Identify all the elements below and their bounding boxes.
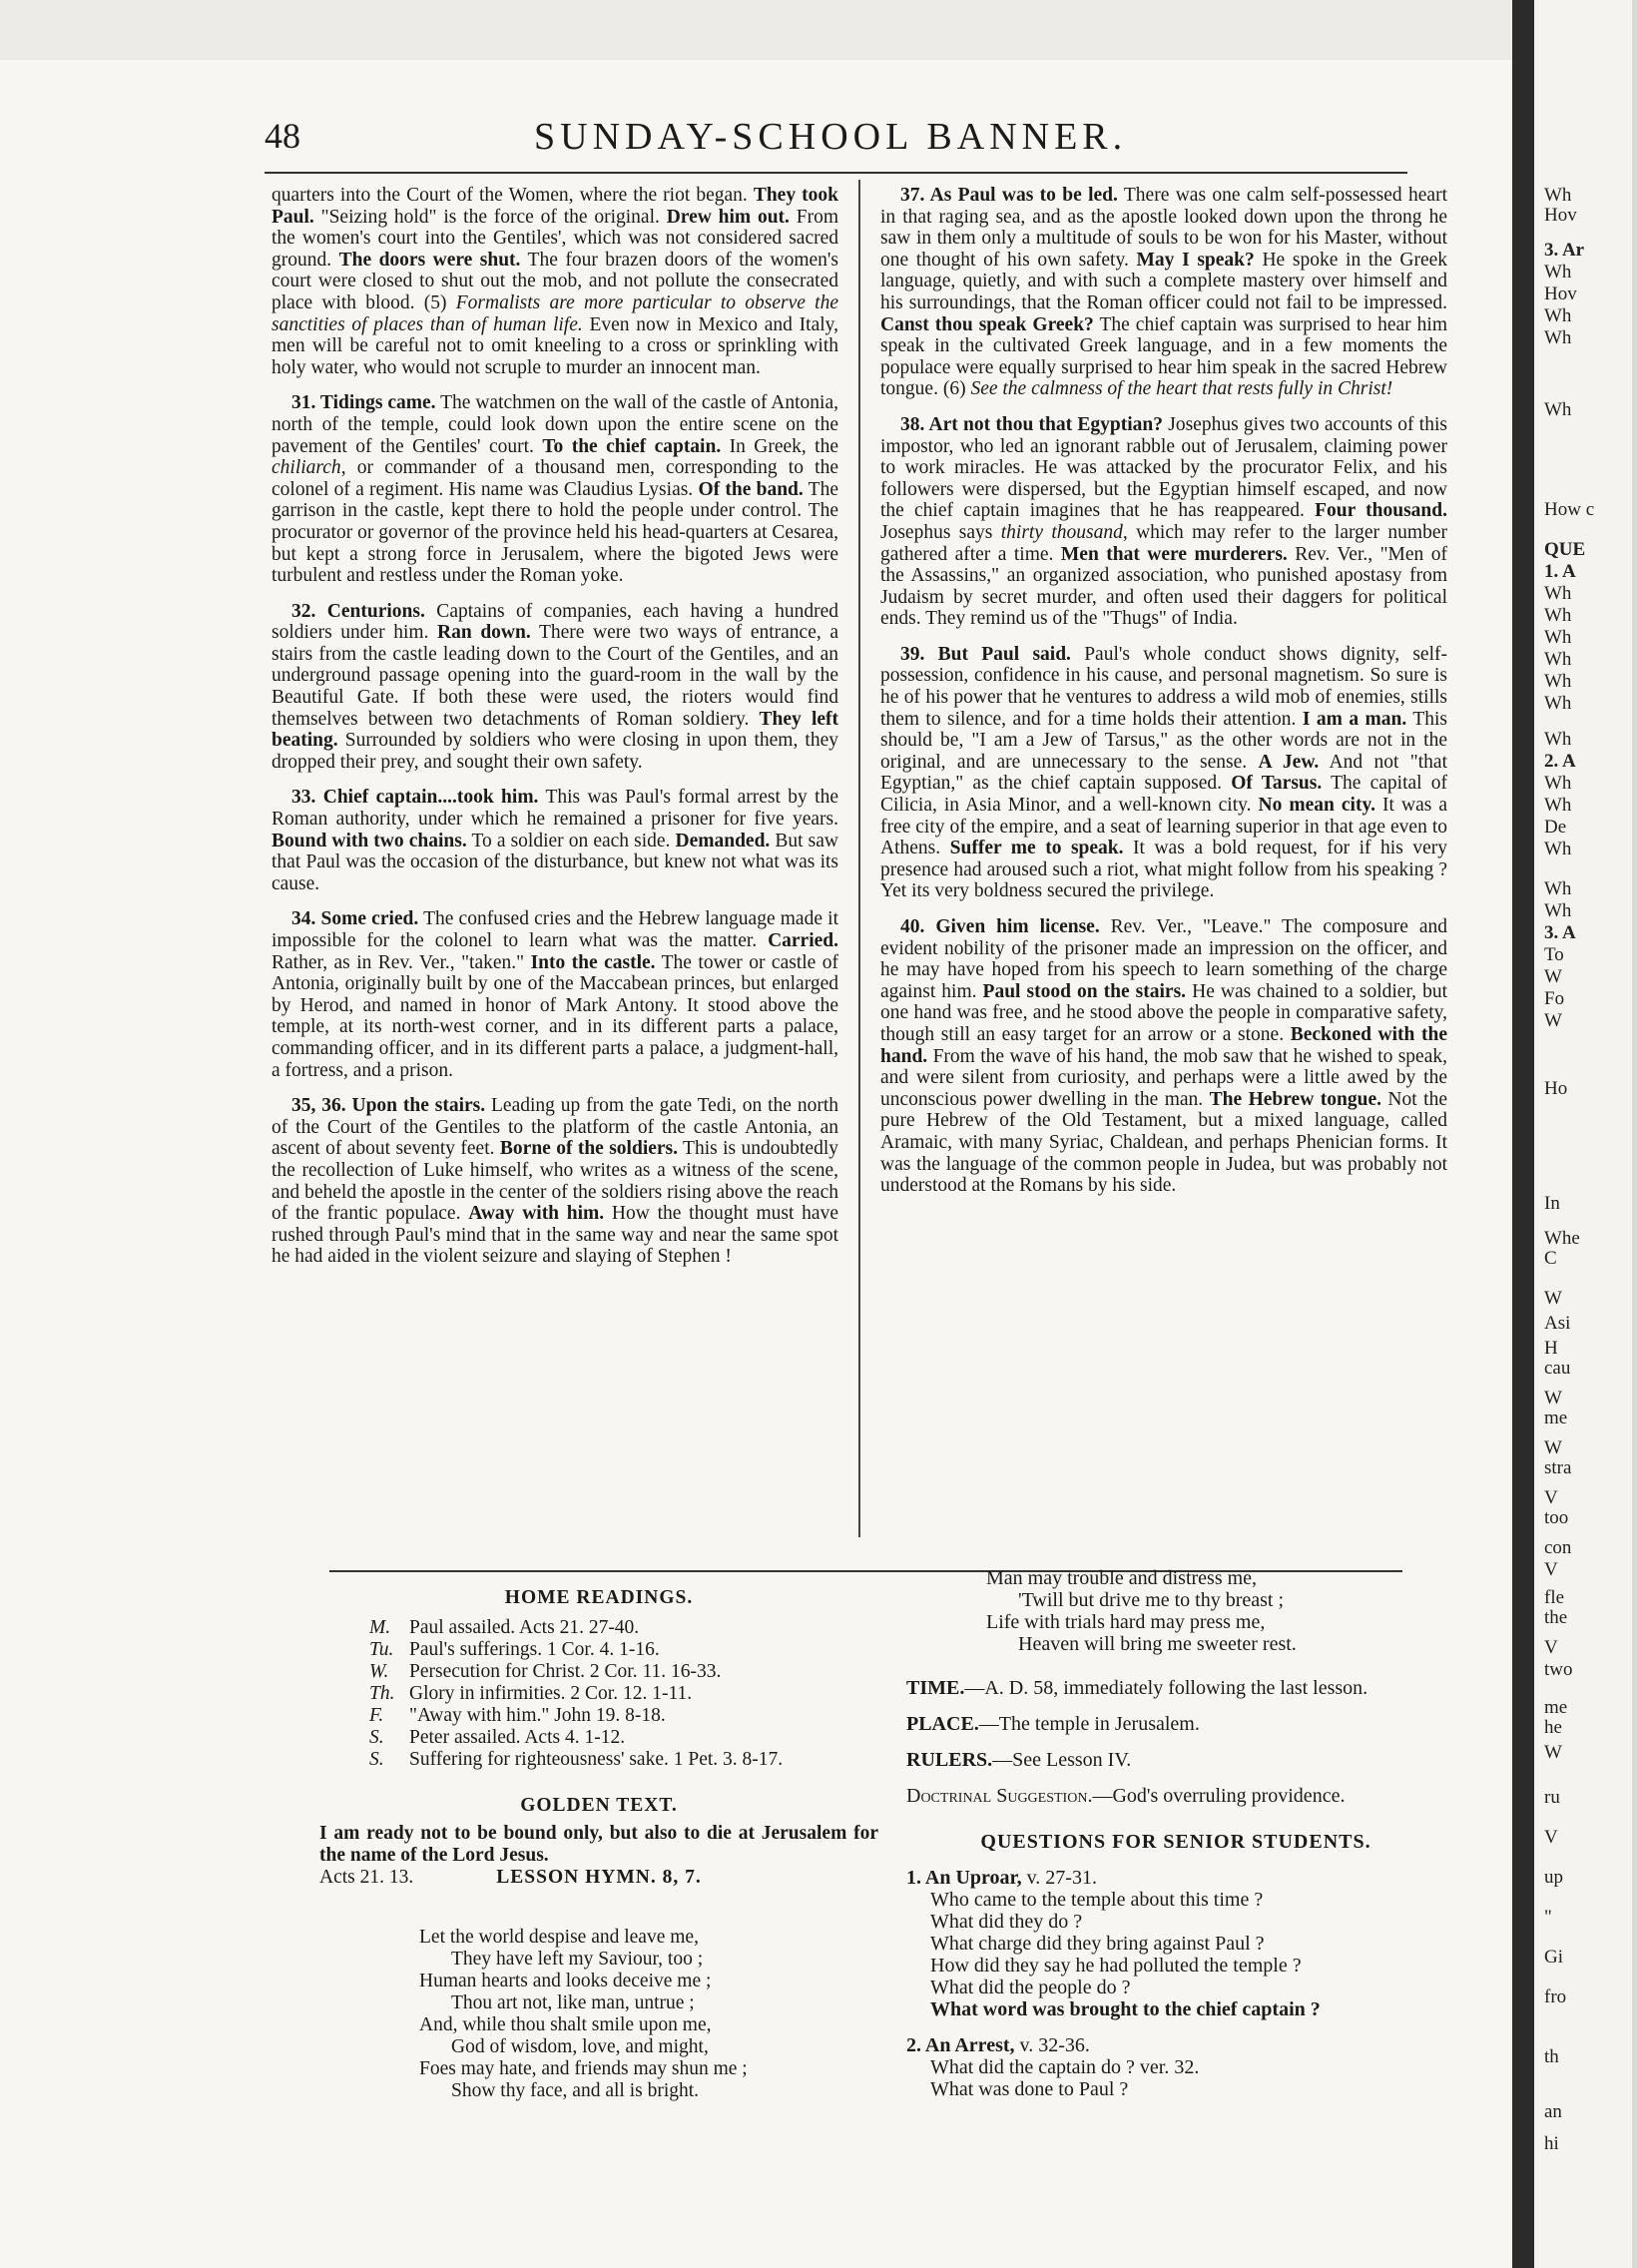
facing-page-fragment: cau bbox=[1544, 1358, 1571, 1379]
commentary-text: Leading up from the gate Tedi, on the north of the Court of the Gentiles to the platform of the castle Antonia, an ascent of about seventy feet. bbox=[272, 1095, 838, 1160]
facing-page-fragment: th bbox=[1544, 2046, 1559, 2067]
commentary-heading: Ran down. bbox=[437, 622, 531, 644]
commentary-heading: 31. Tidings came. bbox=[291, 392, 436, 414]
left-commentary-column bbox=[272, 185, 838, 1282]
commentary-heading: I am a man. bbox=[1302, 708, 1407, 730]
facing-page-fragment: De bbox=[1544, 817, 1567, 838]
golden-text: I am ready not to be bound only, but also to die at Jerusalem for the name of the Lord Jesus. bbox=[319, 1823, 878, 1866]
commentary-paragraph bbox=[272, 185, 838, 378]
hymn-line: Human hearts and looks deceive me ; bbox=[419, 1971, 712, 1991]
facing-page-fragment: he bbox=[1544, 1717, 1562, 1738]
commentary-heading: 33. Chief captain....took him. bbox=[291, 787, 539, 809]
commentary-heading: 32. Centurions. bbox=[291, 600, 425, 622]
commentary-paragraph bbox=[880, 414, 1447, 630]
hymn-line: 'Twill but drive me to thy breast ; bbox=[1018, 1589, 1285, 1611]
question-section-heading bbox=[906, 2034, 1445, 2056]
commentary-heading: The doors were shut. bbox=[338, 249, 521, 271]
facing-page-fragment: QUE bbox=[1544, 539, 1586, 560]
commentary-heading: To the chief captain. bbox=[542, 435, 722, 457]
commentary-paragraph bbox=[880, 644, 1447, 902]
commentary-heading: Men that were murderers. bbox=[1060, 543, 1288, 565]
commentary-heading: May I speak? bbox=[1136, 249, 1255, 271]
place-line bbox=[906, 1713, 1445, 1735]
facing-page-fragment: the bbox=[1544, 1607, 1568, 1628]
book-gutter bbox=[1512, 0, 1534, 2268]
commentary-text: He was chained to a soldier, but one hand was free, and he stood above the people in comparative safety, though still an easy target for an arrow or a stone. bbox=[880, 980, 1448, 1045]
question-section-heading bbox=[906, 1867, 1445, 1889]
commentary-text: Josephus says bbox=[880, 521, 1001, 543]
reading-day: S. bbox=[369, 1727, 384, 1748]
facing-page-fragment: 3. A bbox=[1544, 922, 1576, 943]
commentary-text: "Seizing hold" is the force of the original. bbox=[313, 206, 667, 228]
commentary-heading: Drew him out. bbox=[666, 206, 790, 228]
facing-page-fragment: Wh bbox=[1544, 627, 1572, 648]
header-rule bbox=[265, 172, 1407, 174]
commentary-heading: No mean city. bbox=[1258, 795, 1376, 817]
home-reading-item bbox=[319, 1727, 878, 1749]
commentary-text: chiliarch bbox=[272, 457, 341, 479]
hymn-continuation bbox=[906, 1567, 1445, 1655]
question-item: Who came to the temple about this time ? bbox=[930, 1889, 1264, 1911]
commentary-text: Formalists are more particular to observe the sanctities of places than of human life. bbox=[272, 291, 838, 335]
time-label: TIME. bbox=[906, 1677, 965, 1699]
hymn-line: They have left my Saviour, too ; bbox=[451, 1949, 704, 1970]
facing-page-fragment: V bbox=[1544, 1559, 1558, 1580]
facing-page-fragment: 2. A bbox=[1544, 751, 1576, 772]
commentary-text: See the calmness of the heart that rests fully in Christ! bbox=[970, 378, 1393, 400]
commentary-heading: They took Paul. bbox=[272, 185, 838, 228]
home-reading-item bbox=[319, 1683, 878, 1705]
right-commentary-column bbox=[880, 185, 1447, 1211]
facing-page-fragment: Hov bbox=[1544, 205, 1577, 226]
reading-text: Paul assailed. Acts 21. 27-40. bbox=[409, 1617, 640, 1638]
facing-page-fragment: V bbox=[1544, 1487, 1558, 1508]
rulers-label: RULERS. bbox=[906, 1749, 993, 1771]
facing-page-fragment: Hov bbox=[1544, 284, 1577, 304]
facing-page-edge bbox=[1534, 0, 1632, 2268]
commentary-text: In Greek, the bbox=[721, 435, 838, 457]
commentary-heading: Carried. bbox=[768, 930, 838, 951]
commentary-heading: The Hebrew tongue. bbox=[1209, 1088, 1381, 1110]
facing-page-fragment: Wh bbox=[1544, 900, 1572, 921]
hymn-line: Life with trials hard may press me, bbox=[986, 1611, 1266, 1633]
facing-page-fragment: up bbox=[1544, 1867, 1563, 1888]
commentary-paragraph bbox=[272, 392, 838, 586]
commentary-heading: Canst thou speak Greek? bbox=[880, 313, 1094, 335]
facing-page-fragment: C bbox=[1544, 1248, 1557, 1269]
commentary-heading: 38. Art not thou that Egyptian? bbox=[900, 413, 1163, 435]
commentary-text: Not the pure Hebrew of the Old Testament, but a mixed language, called Aramaic, with many Syriac, Chaldean, and perhaps Phenician forms. It was the language of the common people in Judea, but was probably not understood at the Romans by his side. bbox=[880, 1088, 1447, 1197]
reading-day: Th. bbox=[369, 1683, 395, 1704]
commentary-text: Rev. Ver., "Men of the Assassins," an organized association, who punished apostasy from Judaism by secret murder, and often used their daggers for political ends. They remind us of the "Thugs" of India. bbox=[880, 543, 1448, 630]
questions-title: QUESTIONS FOR SENIOR STUDENTS. bbox=[980, 1831, 1371, 1853]
commentary-text: The four brazen doors of the women's court were closed to shut out the mob, and not pollute the consecrated place with blood. (5) bbox=[272, 249, 839, 313]
facing-page-fragment: con bbox=[1544, 1537, 1572, 1558]
commentary-heading: Of the band. bbox=[698, 478, 804, 500]
facing-page-fragment: Wh bbox=[1544, 729, 1572, 750]
commentary-text: Even now in Mexico and Italy, men will be careful not to omit kneeling to a cross or sprinkling with holy water, who would not scruple to murder an innocent man. bbox=[272, 313, 838, 378]
rulers-text: —See Lesson IV. bbox=[992, 1749, 1132, 1771]
question-section-title: 2. An Arrest, bbox=[906, 2034, 1015, 2056]
facing-page-fragment: How c bbox=[1544, 499, 1595, 520]
facing-page-fragment: V bbox=[1544, 1637, 1558, 1658]
hymn-line: Let the world despise and leave me, bbox=[419, 1927, 699, 1948]
commentary-text: Captains of companies, each having a hundred soldiers under him. bbox=[272, 600, 838, 644]
reading-text: "Away with him." John 19. 8-18. bbox=[409, 1705, 666, 1726]
commentary-paragraph bbox=[272, 1095, 838, 1268]
place-text: —The temple in Jerusalem. bbox=[978, 1713, 1200, 1735]
golden-text-reference: Acts 21. 13. bbox=[319, 1867, 414, 1888]
hymn-line: Foes may hate, and friends may shun me ; bbox=[419, 2058, 748, 2079]
lower-right-section bbox=[906, 1567, 1445, 2100]
lower-left-section bbox=[319, 1587, 878, 2102]
facing-page-fragment: W bbox=[1544, 966, 1562, 987]
commentary-heading: 37. As Paul was to be led. bbox=[900, 185, 1118, 206]
reading-day: F. bbox=[369, 1705, 384, 1726]
home-reading-item bbox=[319, 1661, 878, 1683]
facing-page-fragment: fro bbox=[1544, 1986, 1567, 2007]
facing-page-fragment: Fo bbox=[1544, 988, 1565, 1009]
commentary-text: He spoke in the Greek language, quietly, and with such a complete mastery over himself and his surroundings, that the Roman officer could not fail to be impressed. bbox=[880, 249, 1448, 313]
reading-text: Suffering for righteousness' sake. 1 Pet. 3. 8-17. bbox=[409, 1749, 784, 1770]
commentary-text: Surrounded by soldiers who were closing in upon them, they dropped their prey, and sought their own safety. bbox=[272, 730, 838, 773]
commentary-text: This should be, "I am a Jew of Tarsus," as the other words are not in the original, and are unnecessary to the sense. bbox=[880, 708, 1448, 773]
hymn-line: Heaven will bring me sweeter rest. bbox=[1018, 1633, 1297, 1655]
facing-page-fragment: Wh bbox=[1544, 693, 1572, 714]
facing-page-fragment: Ho bbox=[1544, 1078, 1568, 1099]
top-margin bbox=[0, 0, 1632, 60]
facing-page-fragment: W bbox=[1544, 1388, 1562, 1409]
commentary-paragraph bbox=[880, 916, 1447, 1197]
commentary-heading: Beckoned with the hand. bbox=[880, 1023, 1447, 1067]
reading-text: Peter assailed. Acts 4. 1-12. bbox=[409, 1727, 626, 1748]
doctrinal-line bbox=[906, 1785, 1445, 1807]
commentary-paragraph bbox=[272, 787, 838, 894]
column-divider bbox=[858, 180, 860, 1537]
question-item: What was done to Paul ? bbox=[930, 2078, 1129, 2100]
commentary-heading: They left beating. bbox=[272, 708, 838, 752]
commentary-text: To a soldier on each side. bbox=[466, 830, 676, 851]
facing-page-fragment: ru bbox=[1544, 1787, 1560, 1808]
page-header bbox=[265, 115, 1402, 175]
commentary-heading: Suffer me to speak. bbox=[949, 838, 1124, 859]
facing-page-fragment: V bbox=[1544, 1827, 1558, 1848]
doctrinal-text: —God's overruling providence. bbox=[1092, 1785, 1346, 1807]
commentary-text: The watchmen on the wall of the castle of Antonia, north of the temple, could look down upon the entire scene on the pavement of the Gentiles' court. bbox=[272, 392, 838, 457]
hymn-line: And, while thou shalt smile upon me, bbox=[419, 2014, 712, 2035]
facing-page-fragment: Wh bbox=[1544, 839, 1572, 859]
home-readings-title: HOME READINGS. bbox=[504, 1587, 694, 1608]
commentary-text: The confused cries and the Hebrew language made it impossible for the colonel to learn what was the matter. bbox=[272, 908, 838, 951]
reading-day: M. bbox=[369, 1617, 391, 1638]
hymn-line: Show thy face, and all is bright. bbox=[451, 2080, 700, 2101]
commentary-heading: Borne of the soldiers. bbox=[499, 1138, 679, 1160]
facing-page-fragment: Wh bbox=[1544, 878, 1572, 899]
facing-page-fragment: " bbox=[1544, 1907, 1552, 1928]
commentary-text: It was a free city of the empire, and a seat of learning superior in that age even to Athens. bbox=[880, 795, 1447, 859]
reading-text: Persecution for Christ. 2 Cor. 11. 16-33. bbox=[409, 1661, 722, 1682]
facing-page-fragment: too bbox=[1544, 1507, 1569, 1528]
reading-text: Glory in infirmities. 2 Cor. 12. 1-11. bbox=[409, 1683, 693, 1704]
facing-page-fragment: 3. Ar bbox=[1544, 240, 1585, 261]
commentary-text: Rev. Ver., "Leave." The composure and evident nobility of the prisoner made an impression on the officer, and he may have hoped from his speech to learn something of the charge against him. bbox=[880, 916, 1448, 1002]
question-section-ref: v. 32-36. bbox=[1014, 2034, 1090, 2056]
commentary-text: Josephus gives two accounts of this impostor, who led an ignorant rabble out of Jerusalem, claiming power to work miracles. He was attacked by the procurator Felix, and his followers were dispersed, but the Egyptian himself escaped, and now the chief captain imagines that he has reappeared. bbox=[880, 413, 1447, 522]
facing-page-fragment: Whe bbox=[1544, 1228, 1580, 1249]
commentary-text: , which may refer to the larger number gathered after a time. bbox=[880, 521, 1447, 565]
facing-page-fragment: Wh bbox=[1544, 305, 1572, 326]
page-number: 48 bbox=[265, 116, 300, 156]
question-item: What did the people do ? bbox=[930, 1977, 1131, 1998]
facing-page-fragment: Gi bbox=[1544, 1947, 1563, 1968]
commentary-text: From the wave of his hand, the mob saw that he wished to speak, and were silent from curiosity, and perhaps were a little awed by the unconscious power dwelling in the man. bbox=[880, 1045, 1447, 1110]
commentary-text: From the women's court into the Gentiles', which was not considered sacred ground. bbox=[272, 206, 838, 271]
commentary-heading: Away with him. bbox=[468, 1203, 605, 1225]
commentary-heading: Demanded. bbox=[675, 830, 771, 851]
lesson-hymn bbox=[319, 1927, 878, 2102]
reading-day: S. bbox=[369, 1749, 384, 1770]
facing-page-fragment: W bbox=[1544, 1288, 1562, 1309]
facing-page-fragment: Wh bbox=[1544, 795, 1572, 816]
commentary-text: But saw that Paul was the occasion of the disturbance, but knew not what was its cause. bbox=[272, 830, 838, 894]
commentary-heading: 39. But Paul said. bbox=[900, 643, 1071, 665]
facing-page-fragment: H bbox=[1544, 1338, 1558, 1359]
home-reading-item bbox=[319, 1617, 878, 1639]
golden-text-title: GOLDEN TEXT. bbox=[520, 1795, 678, 1816]
home-reading-item bbox=[319, 1705, 878, 1727]
facing-page-fragment: stra bbox=[1544, 1457, 1572, 1478]
lesson-hymn-title: LESSON HYMN. 8, 7. bbox=[496, 1867, 702, 1888]
question-section-ref: v. 27-31. bbox=[1021, 1867, 1097, 1889]
facing-page-fragment: Wh bbox=[1544, 605, 1572, 626]
facing-page-fragment: W bbox=[1544, 1437, 1562, 1458]
facing-page-fragment: Wh bbox=[1544, 327, 1572, 348]
commentary-heading: 34. Some cried. bbox=[291, 908, 419, 930]
facing-page-fragment: Wh bbox=[1544, 583, 1572, 604]
facing-page-fragment: Wh bbox=[1544, 399, 1572, 420]
reading-text: Paul's sufferings. 1 Cor. 4. 1-16. bbox=[409, 1639, 660, 1660]
commentary-text: The chief captain was surprised to hear him speak in the cultivated Greek language, and in a few moments the populace were equally surprised to hear him speak in the sacred Hebrew tongue. (6) bbox=[880, 313, 1447, 400]
home-reading-item bbox=[319, 1749, 878, 1771]
question-item: How did they say he had polluted the temple ? bbox=[930, 1955, 1302, 1977]
commentary-heading: 35, 36. Upon the stairs. bbox=[291, 1095, 486, 1117]
commentary-heading: Bound with two chains. bbox=[272, 830, 467, 851]
facing-page-fragment: me bbox=[1544, 1697, 1568, 1718]
commentary-text: The capital of Cilicia, in Asia Minor, and a well-known city. bbox=[880, 773, 1447, 817]
facing-page-fragment: hi bbox=[1544, 2133, 1559, 2154]
commentary-text: How the thought must have rushed through Paul's mind that in the same way and near the same spot he had aided in the violent seizure and slaying of Stephen ! bbox=[272, 1203, 838, 1268]
reading-day: Tu. bbox=[369, 1639, 394, 1660]
facing-page-fragment: W bbox=[1544, 1010, 1562, 1031]
commentary-text: Rather, as in Rev. Ver., "taken." bbox=[272, 951, 531, 973]
hymn-line: Man may trouble and distress me, bbox=[986, 1567, 1258, 1589]
facing-page-fragment: To bbox=[1544, 944, 1564, 965]
facing-page-fragment: Wh bbox=[1544, 649, 1572, 670]
commentary-text: Paul's whole conduct shows dignity, self-possession, confidence in his cause, and personal magnetism. So sure is he of his power that he ventures to address a wild mob of enemies, stills them to silence, and for a time holds their attention. bbox=[880, 643, 1447, 730]
facing-page-fragment: Wh bbox=[1544, 773, 1572, 794]
commentary-heading: Four thousand. bbox=[1315, 500, 1447, 522]
facing-page-fragment: 1. A bbox=[1544, 561, 1576, 582]
facing-page-fragment: two bbox=[1544, 1659, 1573, 1680]
commentary-heading: Into the castle. bbox=[530, 951, 656, 973]
rulers-line bbox=[906, 1749, 1445, 1771]
page-title: SUNDAY-SCHOOL BANNER. bbox=[534, 116, 1128, 158]
commentary-text: The garrison in the castle, kept there to hold the people under control. The procurator or governor of the province held his head-quarters at Cesarea, but kept a strong force in Jerusalem, where the bigoted Jews were turbulent and restless under the Roman yoke. bbox=[272, 478, 838, 587]
commentary-heading: Paul stood on the stairs. bbox=[982, 980, 1187, 1002]
commentary-text: quarters into the Court of the Women, where the riot began. bbox=[272, 185, 754, 206]
hymn-line: Thou art not, like man, untrue ; bbox=[451, 1992, 695, 2013]
question-item: What did they do ? bbox=[930, 1911, 1083, 1933]
facing-page-fragment: an bbox=[1544, 2101, 1562, 2122]
commentary-heading: Of Tarsus. bbox=[1231, 773, 1323, 795]
time-line bbox=[906, 1677, 1445, 1699]
commentary-paragraph bbox=[272, 601, 838, 774]
commentary-heading: 40. Given him license. bbox=[900, 916, 1100, 937]
commentary-text: It was a bold request, for if his very presence had aroused such a riot, what might follow from his speaking ? Yet its very boldness secured the privilege. bbox=[880, 838, 1447, 902]
commentary-paragraph bbox=[880, 185, 1447, 400]
question-item: What charge did they bring against Paul ? bbox=[930, 1933, 1265, 1955]
question-item: What word was brought to the chief captain ? bbox=[930, 1998, 1321, 2020]
facing-page-fragment: W bbox=[1544, 1742, 1562, 1763]
commentary-text: This was Paul's formal arrest by the Roman authority, under which he remained a prisoner for five years. bbox=[272, 787, 838, 831]
commentary-text: There was one calm self-possessed heart in that raging sea, and as the apostle looked down upon the throng he saw in them only a multitude of souls to be won for his Master, without one thought of his own safety. bbox=[880, 185, 1447, 271]
doctrinal-label: Doctrinal Suggestion. bbox=[906, 1785, 1093, 1807]
home-readings-list bbox=[319, 1617, 878, 1771]
commentary-text: And not "that Egyptian," as the chief captain supposed. bbox=[880, 751, 1448, 795]
commentary-text: , or commander of a thousand men, corresponding to the colonel of a regiment. His name was Claudius Lysias. bbox=[272, 457, 838, 500]
facing-page-fragment: fle bbox=[1544, 1587, 1565, 1608]
reading-day: W. bbox=[369, 1661, 389, 1682]
questions-list bbox=[906, 1867, 1445, 2100]
hymn-line: God of wisdom, love, and might, bbox=[451, 2036, 709, 2057]
commentary-text: This is undoubtedly the recollection of Luke himself, who writes as a witness of the scene, and beheld the apostle in the center of the soldiers rising above the reach of the frantic populace. bbox=[272, 1138, 838, 1225]
commentary-text: There were two ways of entrance, a stairs from the castle leading down to the Court of the Gentiles, and an underground passage opening into the guard-room in the wall by the Beautiful Gate. If both these were used, the rioters would find themselves between two detachments of Roman soldiery. bbox=[272, 622, 838, 730]
time-text: —A. D. 58, immediately following the last lesson. bbox=[964, 1677, 1368, 1699]
question-section-title: 1. An Uproar, bbox=[906, 1867, 1022, 1889]
home-reading-item bbox=[319, 1639, 878, 1661]
question-item: What did the captain do ? ver. 32. bbox=[930, 2056, 1200, 2078]
facing-page-fragment: me bbox=[1544, 1408, 1568, 1428]
facing-page-fragment: Wh bbox=[1544, 185, 1572, 206]
facing-page-fragment: Wh bbox=[1544, 262, 1572, 283]
facing-page-fragment: Wh bbox=[1544, 671, 1572, 692]
commentary-text: The tower or castle of Antonia, originally built by one of the Maccabean princes, but enlarged by Herod, and named in honor of Mark Antony. It stood above the temple, at its north-west corner, and in its different parts a palace, commanding officer, and in its different parts a palace, a judgment-hall, a fortress, and a prison. bbox=[272, 951, 839, 1081]
facing-page-fragment: Asi bbox=[1544, 1313, 1571, 1334]
commentary-heading: A Jew. bbox=[1258, 751, 1320, 773]
place-label: PLACE. bbox=[906, 1713, 979, 1735]
commentary-paragraph bbox=[272, 908, 838, 1081]
commentary-text: thirty thousand bbox=[1000, 521, 1123, 543]
facing-page-fragment: In bbox=[1544, 1193, 1560, 1214]
